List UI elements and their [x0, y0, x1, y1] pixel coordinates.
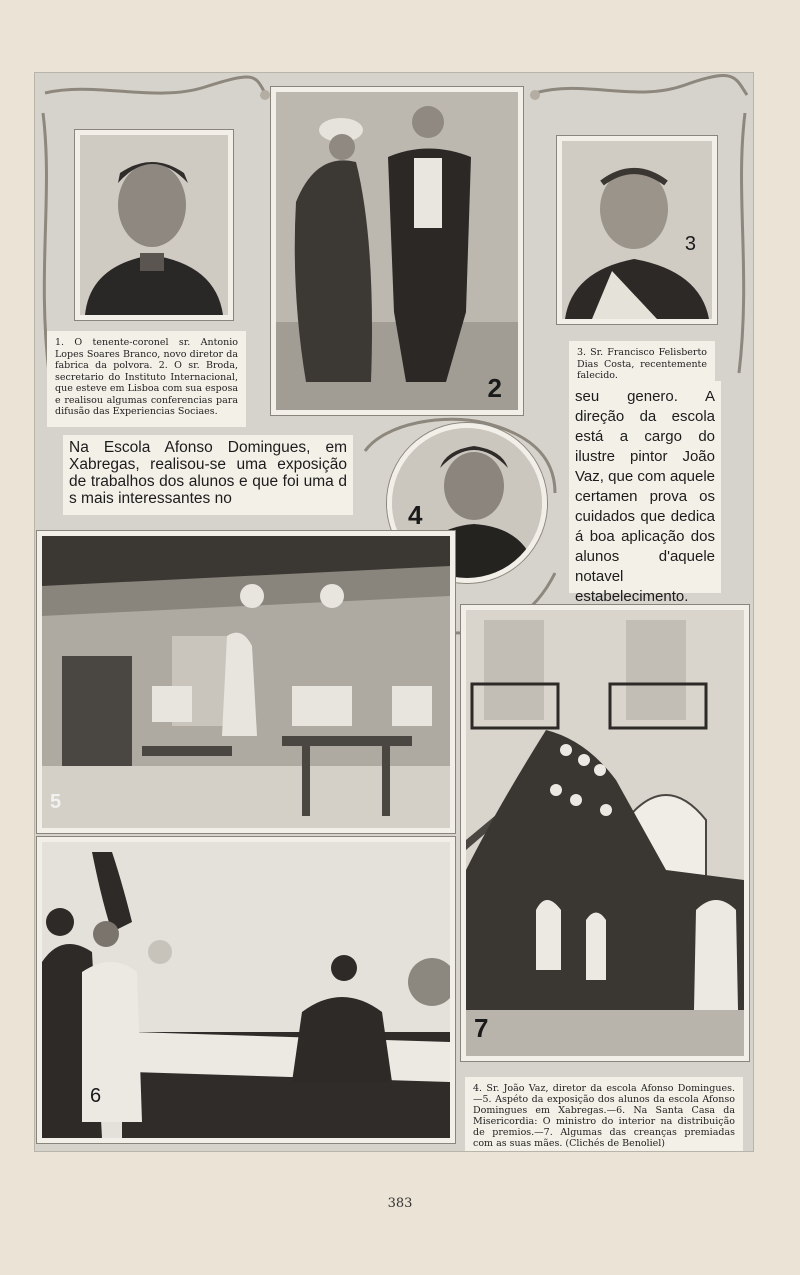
caption-photos-4-7: 4. Sr. João Vaz, diretor da escola Afonso Domingues. —5. Aspéto da exposição dos alunos da escola Afonso Domingues em Xabregas.—6. Na Santa Casa da Misericordia: O ministro do interior na distribuição de premios.—7. Algumas das creanças premiadas com as suas mães. (Clichés de Benoliel) [465, 1077, 743, 1151]
photo-number-4: 4 [408, 500, 423, 530]
page-number: 383 [387, 1196, 413, 1211]
photo-portrait-decorated-man [557, 136, 717, 324]
photo-school-exhibition-room [37, 531, 455, 833]
photo-prize-distribution [37, 837, 455, 1143]
photo-number-7: 7 [474, 1013, 489, 1043]
photo-number-2: 2 [487, 373, 502, 403]
photo-portrait-officer [75, 130, 233, 320]
photo-number-6: 6 [90, 1085, 102, 1107]
caption-photos-1-2: 1. O tenente-coronel sr. Antonio Lopes Soares Branco, novo diretor da fabrica da polvora. 2. O sr. Broda, secretario do Instituto Internacional, que esteve em Lisboa com sua esposa e realisou algumas conferencias para difusão das Experiencias Sociaes. [47, 331, 246, 427]
photo-number-3: 3 [684, 233, 696, 255]
magazine-page-panel [34, 72, 754, 1152]
photo-couple-standing [271, 87, 523, 415]
photo-number-5: 5 [50, 791, 62, 813]
caption-photo-3: 3. Sr. Francisco Felisberto Dias Costa, recentemente falecido. [569, 341, 715, 383]
photo-children-and-mothers [461, 605, 749, 1061]
article-text-right: seu genero. A direção da escola está a cargo do ilustre pintor João Vaz, que com aquele certamen prova os cuidados que dedica á boa aplicação dos alunos d'aquele notavel estabelecimento. [569, 381, 721, 593]
article-text-left: Na Escola Afonso Domingues, em Xabregas, realisou-se uma exposição de trabalhos dos alunos e que foi uma d s mais interessantes no [63, 435, 353, 515]
